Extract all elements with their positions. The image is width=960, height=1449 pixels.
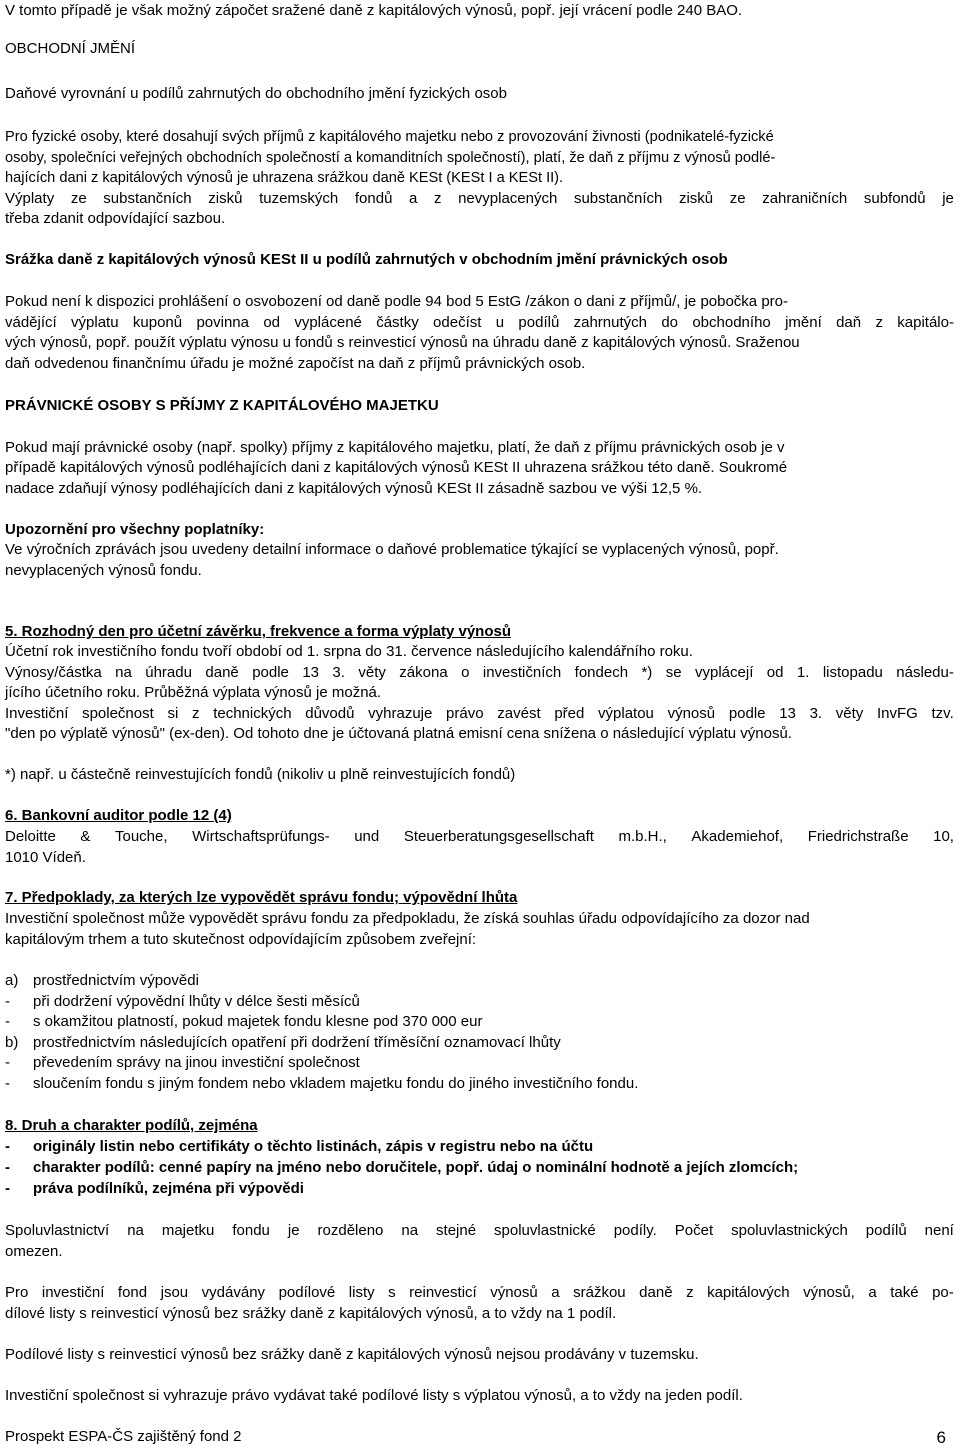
list-text: originály listin nebo certifikáty o těchto listinách, zápis v registru nebo na účtu xyxy=(33,1138,594,1155)
list-item xyxy=(5,992,954,1012)
word: Výnosy/částka xyxy=(5,664,102,681)
word: Počet xyxy=(674,1222,714,1239)
list-item xyxy=(5,1074,954,1094)
footnote: *) např. u částečně reinvestujících fondů (nikoliv u plně reinvestujících fondů) xyxy=(5,766,516,783)
section-heading: 8. Druh a charakter podílů, zejména xyxy=(5,1117,258,1134)
word: listy xyxy=(348,1284,375,1301)
word: *) xyxy=(641,664,653,681)
word: technických xyxy=(213,705,292,722)
subsection-heading: Daňové vyrovnání u podílů zahrnutých do obchodního jmění fyzických osob xyxy=(5,85,507,102)
word: zákona xyxy=(399,664,448,681)
word: z xyxy=(192,705,200,722)
word: substančních xyxy=(103,190,192,207)
word: částky xyxy=(376,314,419,331)
word: 10, xyxy=(933,828,954,845)
word: & xyxy=(80,828,91,845)
footer-title: Prospekt ESPA-ČS zajištěný fond 2 xyxy=(5,1428,242,1445)
section-heading: OBCHODNÍ JMĚNÍ xyxy=(5,40,136,57)
word: na xyxy=(115,664,132,681)
word: kapitálo- xyxy=(897,314,954,331)
text-line: nadace zdaňují výnosy podléhajících dani z kapitálových výnosů KESt II zásadně sazbou ve výši 12,5 %. xyxy=(5,480,703,497)
text-line xyxy=(5,1283,954,1303)
text-line: vých výnosů, popř. použít výplatu výnosu u fondů s reinvesticí výnosů na úhradu daně z kapitálových výnosů. Sraženou xyxy=(5,334,800,351)
list-item xyxy=(5,1012,954,1032)
word: společnost xyxy=(82,705,154,722)
word: od xyxy=(263,314,280,331)
word: zavést xyxy=(497,705,541,722)
word: z xyxy=(686,1284,694,1301)
word: daně xyxy=(639,1284,673,1301)
word: investiční xyxy=(41,1284,105,1301)
word: výnosů xyxy=(667,705,716,722)
text-line: "den po výplatě výnosů" (ex-den). Od tohoto dne je účtovaná platná emisní cena snížena o následující výplatu výnosů. xyxy=(5,725,792,742)
word: do xyxy=(661,314,679,331)
text-line: V tomto případě je však možný zápočet sražené daně z kapitálových výnosů, popř. její vrácení podle 240 BAO. xyxy=(5,2,743,19)
word: odečíst xyxy=(433,314,482,331)
text-line: omezen. xyxy=(5,1243,63,1260)
word: tzv. xyxy=(931,705,954,722)
word: Výplaty xyxy=(5,190,55,207)
word: úhradu xyxy=(145,664,192,681)
subsection-heading: Srážka daně z kapitálových výnosů KESt II u podílů zahrnutých v obchodním jmění právnických osob xyxy=(5,251,728,268)
word: nevyplacených xyxy=(458,190,558,207)
list-marker: - xyxy=(5,1075,10,1092)
text-line xyxy=(5,663,954,683)
list-item xyxy=(5,1137,954,1157)
text-line: případě kapitálových výnosů podléhajících dani z kapitálových výnosů KESt II uhrazena srážkou této daně. Soukromé xyxy=(5,459,788,476)
word: Akademiehof, xyxy=(691,828,784,845)
word: z xyxy=(875,314,883,331)
word: Spoluvlastnictví xyxy=(5,1222,110,1239)
word: srážkou xyxy=(573,1284,626,1301)
word: subfondů xyxy=(863,190,926,207)
word: výnosů xyxy=(490,1284,538,1301)
list-marker: a) xyxy=(5,972,19,989)
text-line: Pokud není k dispozici prohlášení o osvobození od daně podle 94 bod 5 EstG /zákon o dani z příjmů/, je pobočka pro- xyxy=(5,293,788,310)
word: jsou xyxy=(160,1284,189,1301)
section-heading: 6. Bankovní auditor podle 12 (4) xyxy=(5,807,232,824)
word: fondu xyxy=(232,1222,270,1239)
word: právo xyxy=(446,705,484,722)
word: podle xyxy=(728,705,766,722)
word: se xyxy=(665,664,682,681)
list-item xyxy=(5,1158,954,1178)
word: Investiční xyxy=(5,705,69,722)
word: na xyxy=(127,1222,144,1239)
word: 1. xyxy=(796,664,810,681)
word: na xyxy=(401,1222,419,1239)
text-line: třeba zdanit odpovídající sazbou. xyxy=(5,210,226,227)
word: vyplácené xyxy=(294,314,362,331)
text-line: Účetní rok investičního fondu tvoří období od 1. srpna do 31. července následujícího kalendářního roku. xyxy=(5,643,693,660)
list-item xyxy=(5,1033,954,1053)
text-line xyxy=(5,1221,954,1241)
word: věty xyxy=(835,705,864,722)
word: z xyxy=(433,190,442,207)
list-text: převedením správy na jinou investiční společnost xyxy=(33,1054,360,1071)
section-heading: 5. Rozhodný den pro účetní závěrku, frekvence a forma výplaty výnosů xyxy=(5,623,511,640)
word: reinvesticí xyxy=(409,1284,477,1301)
word: Steuerberatungsgesellschaft xyxy=(403,828,594,845)
word: také xyxy=(890,1284,919,1301)
word: od xyxy=(766,664,784,681)
word: m.b.H., xyxy=(618,828,667,845)
word: 13 xyxy=(302,664,319,681)
list-marker: b) xyxy=(5,1034,19,1051)
word: zisků xyxy=(208,190,243,207)
list-marker: - xyxy=(5,1159,10,1176)
word: s xyxy=(388,1284,396,1301)
word: vyhrazuje xyxy=(368,705,433,722)
list-marker: - xyxy=(5,1138,10,1155)
word: je xyxy=(942,190,954,207)
word: kapitálových xyxy=(707,1284,790,1301)
word: o xyxy=(461,664,470,681)
word: tuzemských xyxy=(259,190,339,207)
text-line: Podílové listy s reinvesticí výnosů bez srážky daně z kapitálových výnosů nejsou prodávány v tuzemsku. xyxy=(5,1346,699,1363)
list-text: prostřednictvím výpovědi xyxy=(33,972,199,989)
text-line: kapitálovým trhem a tuto skutečnost odpovídajícím způsobem zveřejní: xyxy=(5,931,477,948)
word: spoluvlastnické xyxy=(494,1222,596,1239)
word: rozděleno xyxy=(317,1222,384,1239)
text-line: daň odvedenou finančnímu úřadu je možné započíst na daň z příjmů právnických osob. xyxy=(5,355,586,372)
text-line: Ve výročních zprávách jsou uvedeny detailní informace o daňové problematice týkající se vyplacených výnosů, popř. xyxy=(5,541,779,558)
list-marker: - xyxy=(5,993,10,1010)
list-text: práva podílníků, zejména při výpovědi xyxy=(33,1180,304,1197)
word: vyplácejí xyxy=(695,664,754,681)
text-line: jícího účetního roku. Průběžná výplata výnosů je možná. xyxy=(5,684,382,701)
notice-heading: Upozornění pro všechny poplatníky: xyxy=(5,521,265,538)
word: u xyxy=(495,314,505,331)
word: zahrnutých xyxy=(573,314,647,331)
word: fond xyxy=(117,1284,148,1301)
word: výplatou xyxy=(598,705,654,722)
word: a xyxy=(409,190,418,207)
text-line xyxy=(5,313,954,333)
text-line: Pro fyzické osoby, které dosahují svých příjmů z kapitálového majetku nebo z provozování živnosti (podnikatelé-fyzické xyxy=(5,129,774,145)
word: InvFG xyxy=(876,705,918,722)
text-line: hajících dani z kapitálových výnosů je uhrazena srážkou daně KESt (KESt I a KESt II). xyxy=(5,170,564,186)
word: podle xyxy=(252,664,289,681)
word: fondech xyxy=(574,664,629,681)
list-text: při dodržení výpovědní lhůty v délce šesti měsíců xyxy=(33,993,360,1010)
word: výplatu xyxy=(71,314,119,331)
text-line: Investiční společnost může vypovědět správu fondu za předpokladu, že získá souhlas úřadu odpovídajícího za dozor nad xyxy=(5,910,810,927)
word: Friedrichstraße xyxy=(807,828,909,845)
list-item xyxy=(5,971,954,991)
word: majetku xyxy=(161,1222,215,1239)
text-line: nevyplacených výnosů fondu. xyxy=(5,562,202,579)
word: po- xyxy=(932,1284,954,1301)
word: je xyxy=(287,1222,300,1239)
word: a xyxy=(868,1284,877,1301)
word: 13 xyxy=(779,705,796,722)
word: vydávány xyxy=(201,1284,266,1301)
word: ze xyxy=(729,190,746,207)
text-line xyxy=(5,189,954,209)
word: a xyxy=(551,1284,560,1301)
word: podíly. xyxy=(613,1222,657,1239)
list-marker: - xyxy=(5,1013,10,1030)
word: Wirtschaftsprüfungs- xyxy=(192,828,330,845)
word: podílové xyxy=(278,1284,336,1301)
word: Deloitte xyxy=(5,828,56,845)
text-line: osoby, společníci veřejných obchodních společností a komanditních společností), platí, že daň z příjmu z výnosů podlé- xyxy=(5,150,776,166)
word: investičních xyxy=(482,664,562,681)
text-line: 1010 Vídeň. xyxy=(5,849,86,866)
word: zisků xyxy=(678,190,714,207)
text-line: Pokud mají právnické osoby (např. spolky) příjmy z kapitálového majetku, platí, že daň z příjmu právnických osob je v xyxy=(5,439,785,456)
word: listopadu xyxy=(822,664,883,681)
word: výnosů, xyxy=(803,1284,855,1301)
word: před xyxy=(554,705,585,722)
word: si xyxy=(167,705,179,722)
word: 3. xyxy=(809,705,823,722)
list-item xyxy=(5,1179,954,1199)
word: stejné xyxy=(436,1222,477,1239)
word: spoluvlastnických xyxy=(731,1222,848,1239)
list-marker: - xyxy=(5,1180,10,1197)
text-line: Investiční společnost si vyhrazuje právo vydávat také podílové listy s výplatou výnosů, a to vždy na jeden podíl. xyxy=(5,1387,743,1404)
word: podílů xyxy=(865,1222,907,1239)
word: daň xyxy=(836,314,862,331)
word: kuponů xyxy=(132,314,183,331)
text-line xyxy=(5,827,954,847)
section-heading: 7. Předpoklady, za kterých lze vypovědět správu fondu; výpovědní lhůta xyxy=(5,889,518,906)
list-text: prostřednictvím následujících opatření při dodržení tříměsíční oznamovací lhůty xyxy=(33,1034,561,1051)
list-text: s okamžitou platností, pokud majetek fondu klesne pod 370 000 eur xyxy=(33,1013,483,1030)
word: obchodního xyxy=(692,314,771,331)
list-text: charakter podílů: cenné papíry na jméno nebo doručitele, popř. údaj o nominální hodnotě a jejích zlomcích; xyxy=(33,1159,799,1176)
page-number: 6 xyxy=(936,1428,946,1447)
word: vádějící xyxy=(5,314,57,331)
word: Touche, xyxy=(115,828,168,845)
word: není xyxy=(924,1222,954,1239)
word: podílů xyxy=(518,314,560,331)
word: substančních xyxy=(573,190,663,207)
text-line xyxy=(5,704,954,724)
list-text: sloučením fondu s jiným fondem nebo vkladem majetku fondu do jiného investičního fondu. xyxy=(33,1075,639,1092)
word: 3. xyxy=(332,664,345,681)
word: jmění xyxy=(785,314,822,331)
word: Pro xyxy=(5,1284,29,1301)
text-line: dílové listy s reinvesticí výnosů bez srážky daně z kapitálových výnosů, a to vždy na 1 podíl. xyxy=(5,1305,617,1322)
word: povinna xyxy=(196,314,249,331)
word: und xyxy=(354,828,380,845)
word: věty xyxy=(358,664,386,681)
word: daně xyxy=(205,664,239,681)
word: následu- xyxy=(896,664,954,681)
word: zahraničních xyxy=(762,190,848,207)
list-marker: - xyxy=(5,1054,10,1071)
list-item xyxy=(5,1053,954,1073)
section-heading: PRÁVNICKÉ OSOBY S PŘÍJMY Z KAPITÁLOVÉHO MAJETKU xyxy=(5,397,439,414)
word: ze xyxy=(70,190,87,207)
word: fondů xyxy=(354,190,393,207)
word: důvodů xyxy=(305,705,355,722)
